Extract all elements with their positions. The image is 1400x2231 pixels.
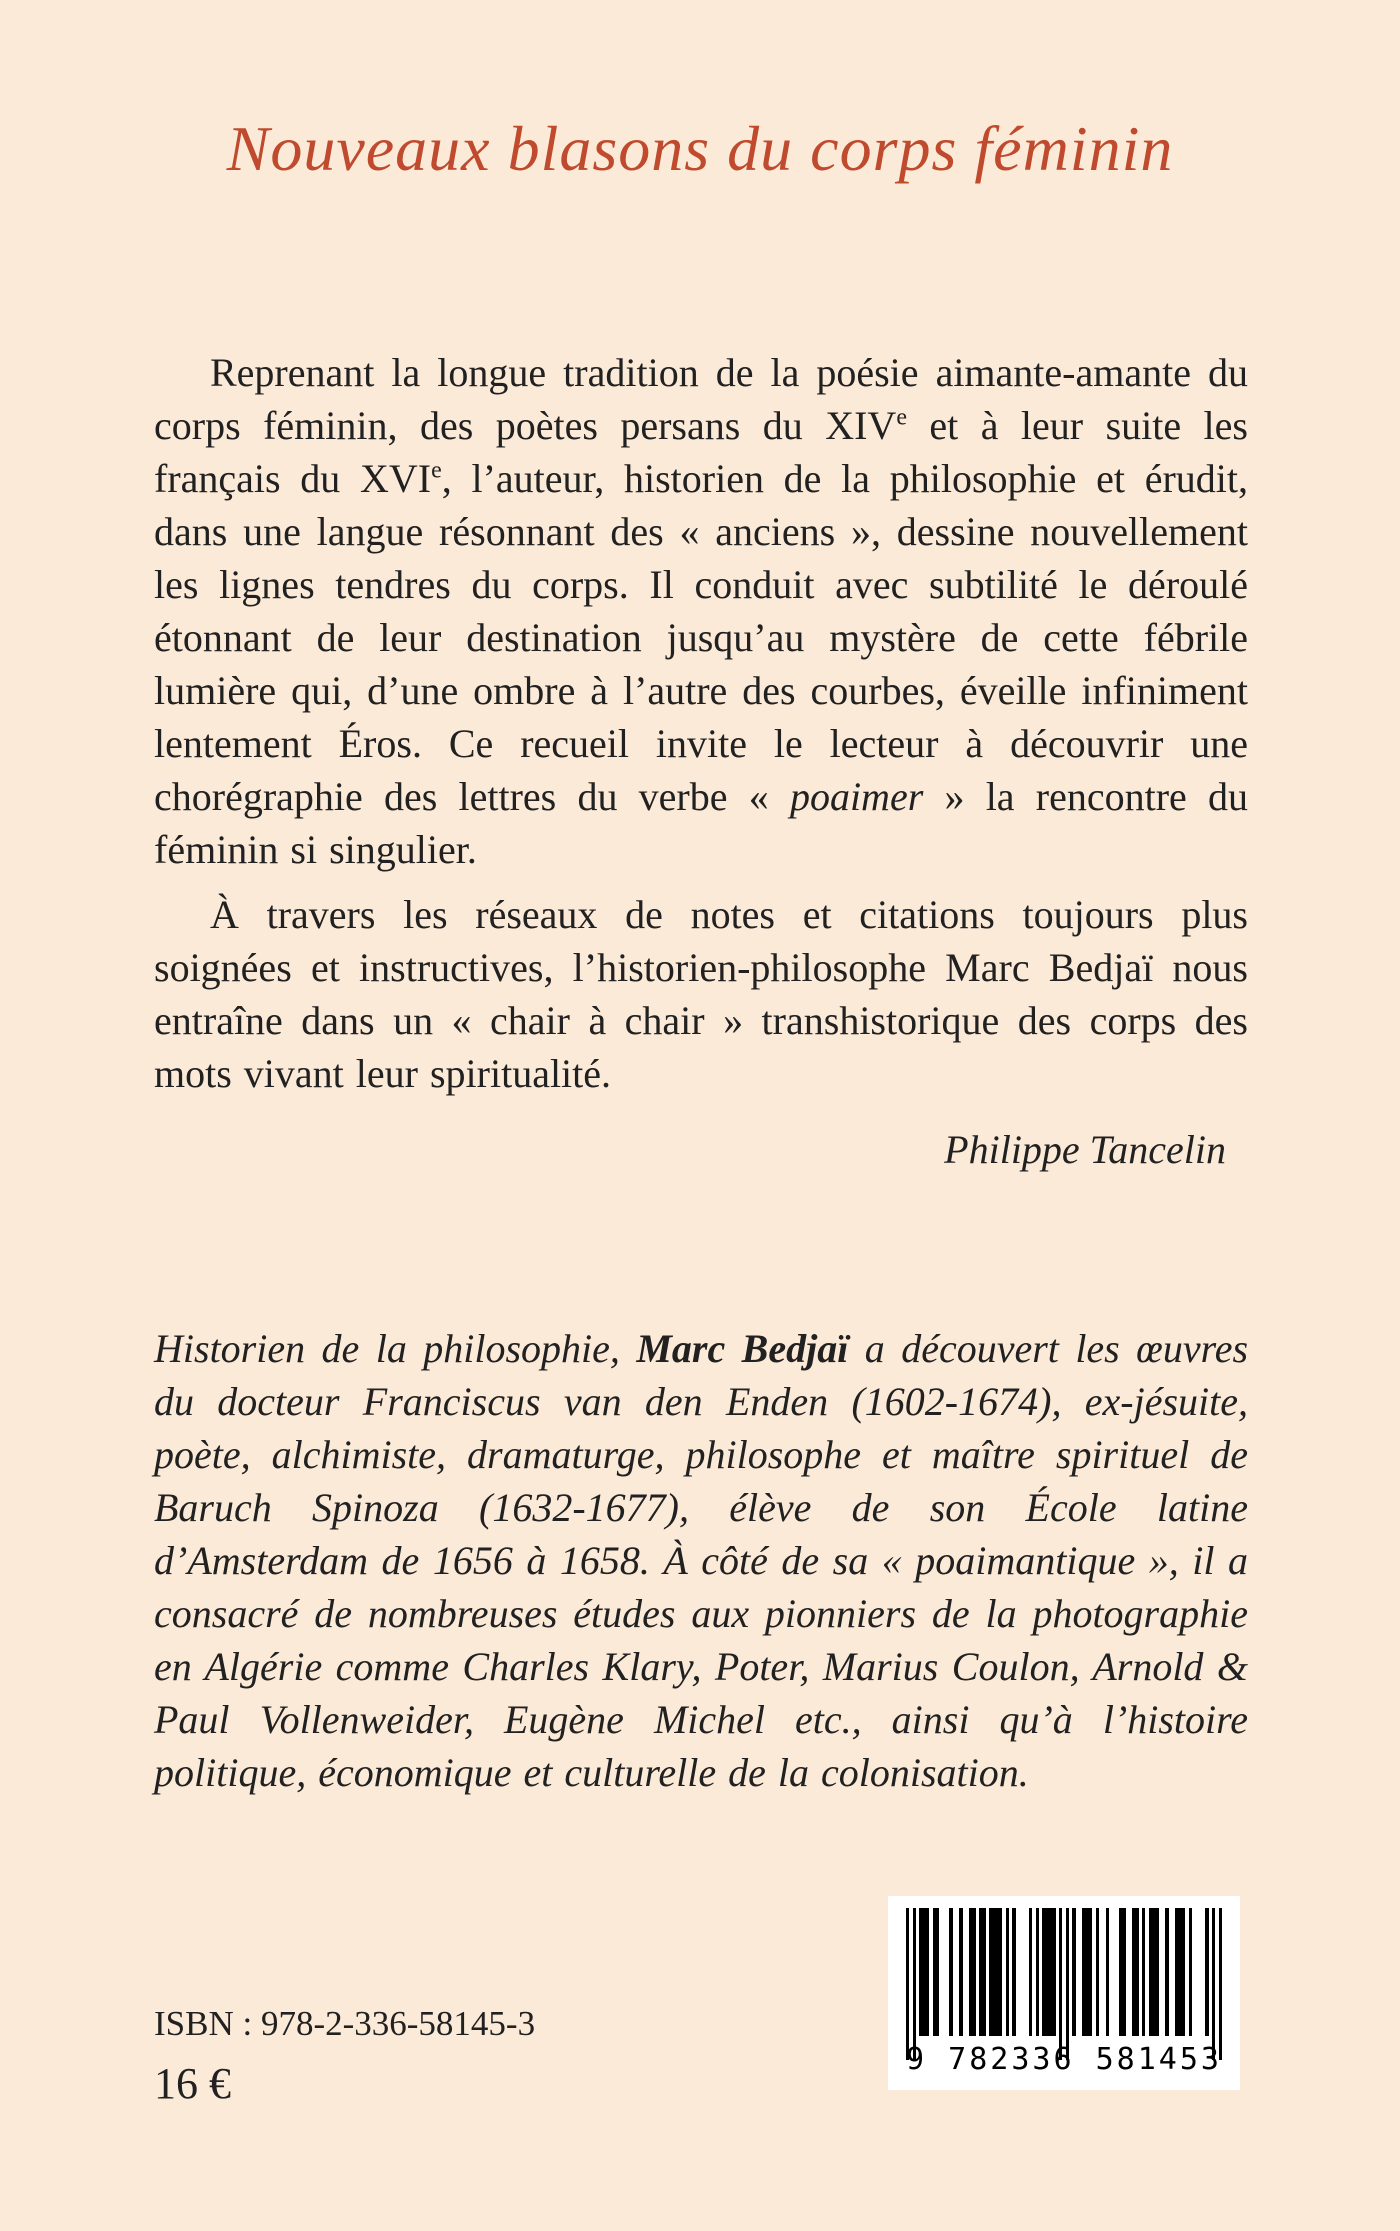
blurb-section — [154, 346, 1248, 1173]
blurb-paragraph-1: Reprenant la longue tradition de la poésie aimante-amante du corps féminin, des poètes persans du XIVe et à leur suite les français du XVIe, l’auteur, historien de la philosophie et érudit, dans une langue résonnant des « anciens », dessine nouvellement les lignes tendres du corps. Il conduit avec subtilité le déroulé étonnant de leur destination jusqu’au mystère de cette fébrile lumière qui, d’une ombre à l’autre des courbes, éveille infiniment lentement Éros. Ce recueil invite le lecteur à découvrir une chorégraphie des lettres du verbe « poaimer » la rencontre du féminin si singulier. — [154, 350, 1249, 872]
barcode-bars — [906, 1908, 1222, 2036]
barcode — [888, 1896, 1240, 2090]
price-text: 16 € — [154, 2059, 231, 2108]
signature: Philippe Tancelin — [944, 1127, 1226, 1172]
isbn-text: ISBN : 978-2-336-58145-3 — [154, 2004, 536, 2043]
barcode-number: 9 782336 581453 — [906, 2042, 1222, 2077]
author-bio: Historien de la philosophie, Marc Bedjaï a découvert les œuvres du docteur Franciscus van den Enden (1602-1674), ex-jésuite, poète, alchimiste, dramaturge, philosophe et maître spirituel de Baruch Spinoza (1632-1677), élève de son École latine d’Amsterdam de 1656 à 1658. À côté de sa « poaimantique », il a consacré de nombreuses études aux pionniers de la photographie en Algérie comme Charles Klary, Poter, Marius Coulon, Arnold & Paul Vollenweider, Eugène Michel etc., ainsi qu’à l’histoire politique, économique et culturelle de la colonisation. — [154, 1326, 1249, 1795]
blurb-paragraph-2: À travers les réseaux de notes et citations toujours plus soignées et instructives, l’historien-philosophe Marc Bedjaï nous entraîne dans un « chair à chair » transhistorique des corps des mots vivant leur spiritualité. — [154, 892, 1248, 1096]
book-title: Nouveaux blasons du corps féminin — [226, 113, 1174, 184]
